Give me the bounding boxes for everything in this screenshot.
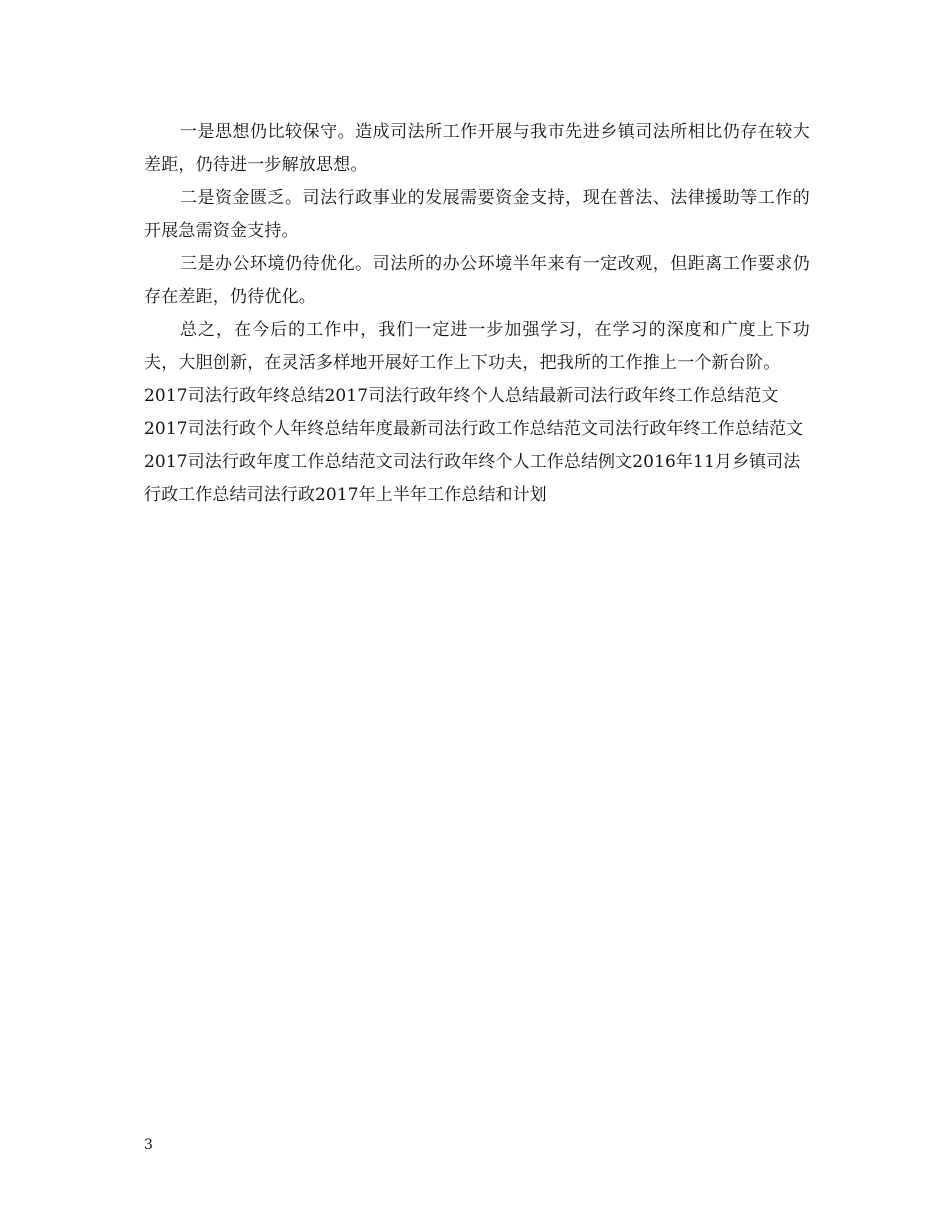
paragraph-conclusion: 总之，在今后的工作中，我们一定进一步加强学习，在学习的深度和广度上下功夫，大胆创新，在灵活多样地开展好工作上下功夫，把我所的工作推上一个新台阶。	[144, 320, 810, 373]
related-titles-text: 2017司法行政年终总结2017司法行政年终个人总结最新司法行政年终工作总结范文2017司法行政个人年终总结年度最新司法行政工作总结范文司法行政年终工作总结范文2017司法行政年度工作总结范文司法行政年终个人工作总结例文2016年11月乡镇司法行政工作总结司法行政2017年上半年工作总结和计划	[144, 386, 804, 505]
page-number: 3	[144, 1137, 153, 1153]
document-body	[144, 116, 810, 512]
paragraph-funding-shortage: 二是资金匮乏。司法行政事业的发展需要资金支持，现在普法、法律援助等工作的开展急需资金支持。	[144, 188, 810, 241]
paragraph-thought-conservative: 一是思想仍比较保守。造成司法所工作开展与我市先进乡镇司法所相比仍存在较大差距，仍待进一步解放思想。	[144, 122, 810, 175]
paragraph-office-environment: 三是办公环境仍待优化。司法所的办公环境半年来有一定改观，但距离工作要求仍存在差距，仍待优化。	[144, 254, 810, 307]
